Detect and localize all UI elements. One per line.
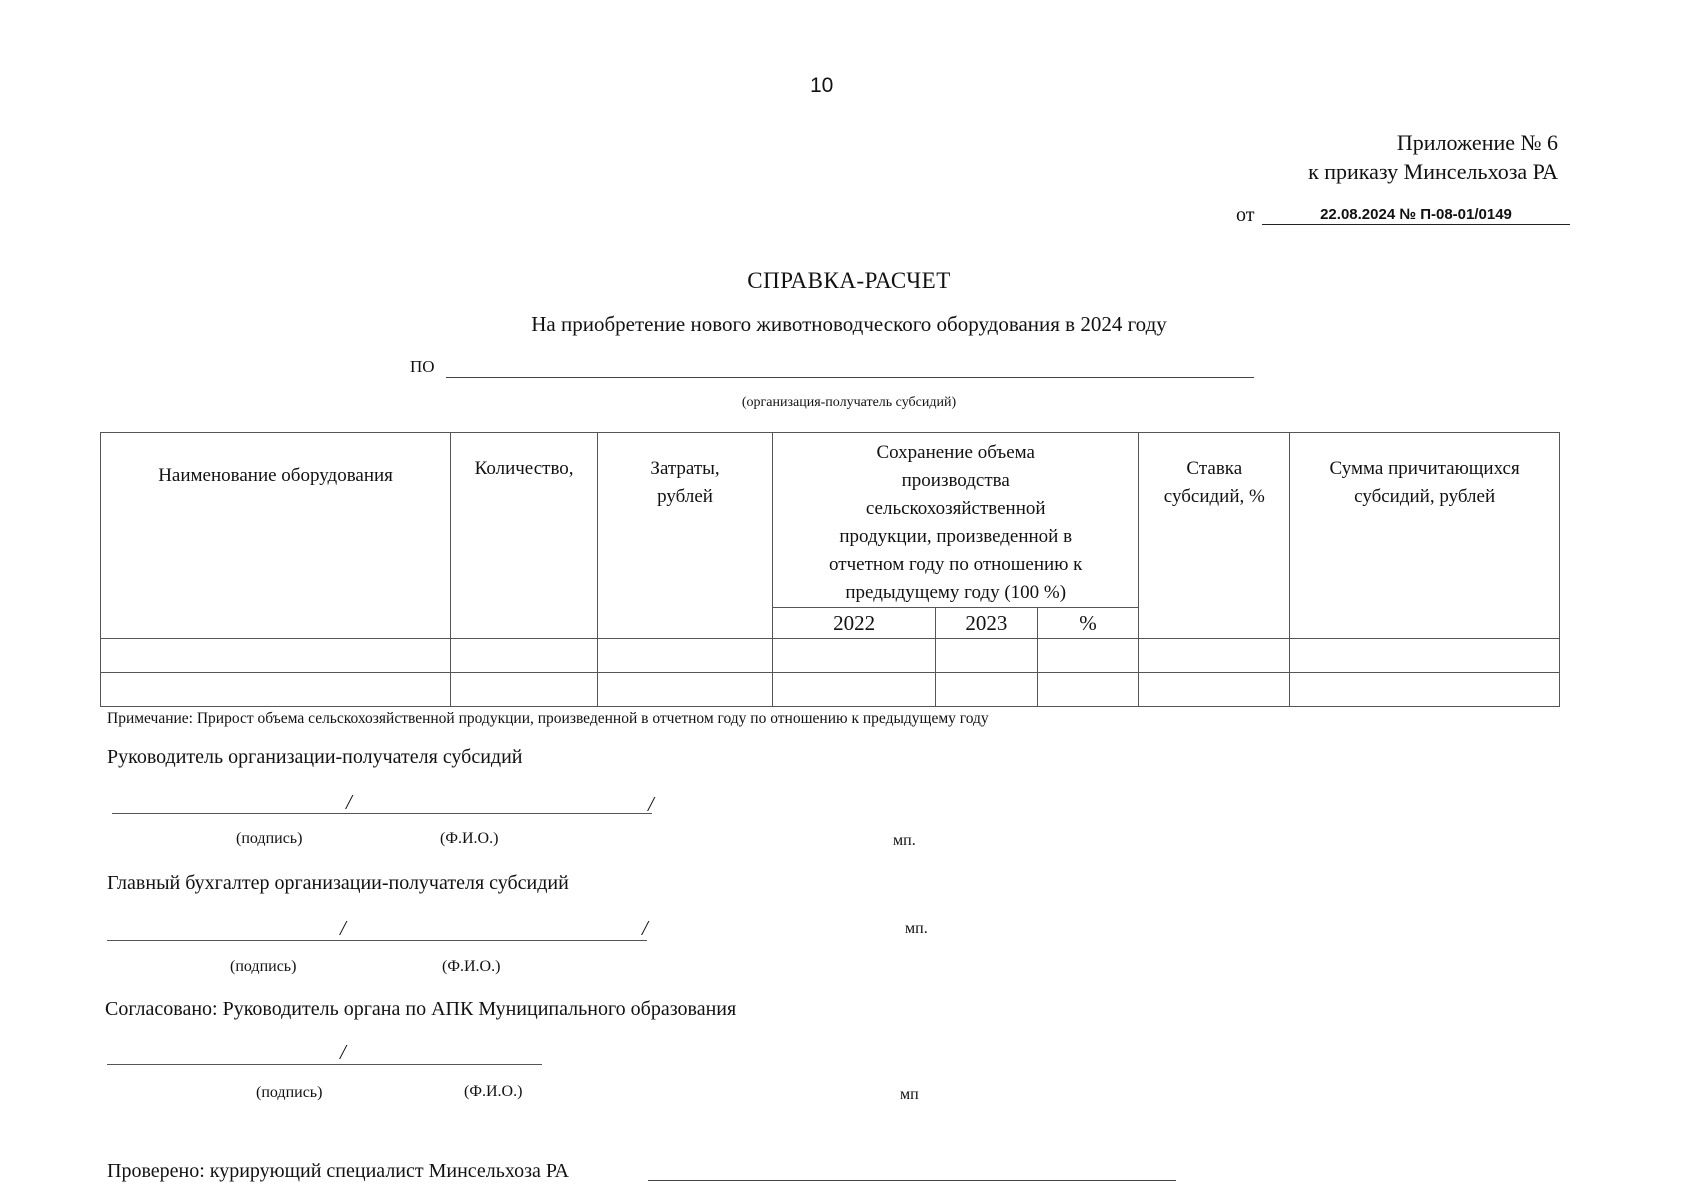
table-header-row: [101, 433, 1560, 608]
table-row: [101, 673, 1560, 707]
order-date-value: 22.08.2024 № П-08-01/0149: [1262, 206, 1570, 225]
calculation-table: [100, 432, 1560, 707]
table-cell[interactable]: [936, 673, 1038, 707]
table-note: Примечание: Прирост объема сельскохозяйственной продукции, произведенной в отчетном году по отношению к предыдущему году: [107, 710, 989, 727]
agreed-signature-line[interactable]: [107, 1064, 542, 1065]
header-sum-line2: субсидий, рублей: [1354, 486, 1496, 507]
accountant-signature-heading: Главный бухгалтер организации-получателя субсидий: [107, 872, 569, 894]
head-signature-heading: Руководитель организации-получателя субсидий: [107, 746, 523, 768]
table-cell[interactable]: [1037, 673, 1139, 707]
organization-prefix: ПО: [410, 357, 435, 376]
page-number: 10: [810, 74, 834, 97]
header-volume-preservation: [773, 433, 1139, 608]
agreed-signature-heading: Согласовано: Руководитель органа по АПК Муниципального образования: [105, 998, 737, 1020]
header-preserve-line6: предыдущему году (100 %): [845, 582, 1067, 603]
accountant-signature-label: (подпись): [230, 958, 297, 975]
table-cell[interactable]: [451, 673, 598, 707]
header-preserve-line1: Сохранение объема: [876, 442, 1035, 463]
header-preserve-line2: производства: [901, 470, 1010, 491]
header-preserve-line3: сельскохозяйственной: [865, 498, 1046, 519]
table-cell[interactable]: [1139, 639, 1290, 673]
head-signature-label: (подпись): [236, 830, 303, 847]
accountant-stamp-place: мп.: [905, 920, 928, 937]
organization-caption: (организация-получатель субсидий): [741, 395, 957, 410]
appendix-order-ref: к приказу Минсельхоза РА: [1308, 159, 1558, 184]
table-cell[interactable]: [451, 639, 598, 673]
accountant-signature-separator: /: [340, 916, 346, 940]
header-rate-line2: субсидий, %: [1163, 486, 1265, 507]
header-subsidy-rate: [1139, 433, 1290, 639]
document-subtitle: На приобретение нового животноводческого оборудования в 2024 году: [531, 312, 1167, 336]
table-cell[interactable]: [1290, 673, 1560, 707]
document-title: СПРАВКА-РАСЧЕТ: [747, 268, 951, 293]
table-cell[interactable]: [598, 673, 773, 707]
header-year-2022: 2022: [773, 608, 936, 639]
header-year-2023: 2023: [936, 608, 1038, 639]
appendix-number: Приложение № 6: [1396, 130, 1558, 155]
header-subsidy-sum: [1290, 433, 1560, 639]
header-preserve-line5: отчетном году по отношению к: [829, 554, 1083, 575]
agreed-signature-separator: /: [340, 1040, 346, 1064]
table-cell[interactable]: [101, 673, 451, 707]
header-sum-line1: Сумма причитающихся: [1329, 458, 1520, 479]
header-percent: %: [1037, 608, 1139, 639]
table-cell[interactable]: [1037, 639, 1139, 673]
agreed-fio-label: (Ф.И.О.): [464, 1083, 523, 1100]
order-date-prefix: от: [1236, 204, 1255, 226]
checked-by-line[interactable]: [648, 1180, 1176, 1181]
accountant-fio-label: (Ф.И.О.): [442, 958, 501, 975]
table-cell[interactable]: [773, 673, 936, 707]
table-row: [101, 639, 1560, 673]
head-signature-separator: /: [346, 790, 352, 814]
head-signature-end: /: [648, 792, 654, 816]
table-cell[interactable]: [1290, 639, 1560, 673]
head-fio-label: (Ф.И.О.): [440, 830, 499, 847]
header-costs-line1: Затраты,: [650, 458, 720, 479]
agreed-signature-label: (подпись): [256, 1084, 323, 1101]
appendix-reference: [1308, 128, 1558, 186]
header-quantity: Количество,: [451, 433, 598, 639]
header-rate-line1: Ставка: [1186, 458, 1243, 479]
agreed-stamp-place: мп: [900, 1086, 919, 1103]
table-cell[interactable]: [936, 639, 1038, 673]
organization-field-line[interactable]: [446, 377, 1254, 378]
header-equipment-name: Наименование оборудования: [101, 433, 451, 639]
head-signature-line[interactable]: [112, 813, 652, 814]
accountant-signature-end: /: [642, 916, 648, 940]
table-cell[interactable]: [1139, 673, 1290, 707]
accountant-signature-line[interactable]: [107, 940, 647, 941]
header-costs: [598, 433, 773, 639]
header-costs-line2: рублей: [657, 486, 713, 507]
table-cell[interactable]: [101, 639, 451, 673]
header-preserve-line4: продукции, произведенной в: [839, 526, 1073, 547]
checked-by-label: Проверено: курирующий специалист Минсельхоза РА: [107, 1160, 569, 1182]
table-cell[interactable]: [773, 639, 936, 673]
head-stamp-place: мп.: [893, 832, 916, 849]
table-cell[interactable]: [598, 639, 773, 673]
